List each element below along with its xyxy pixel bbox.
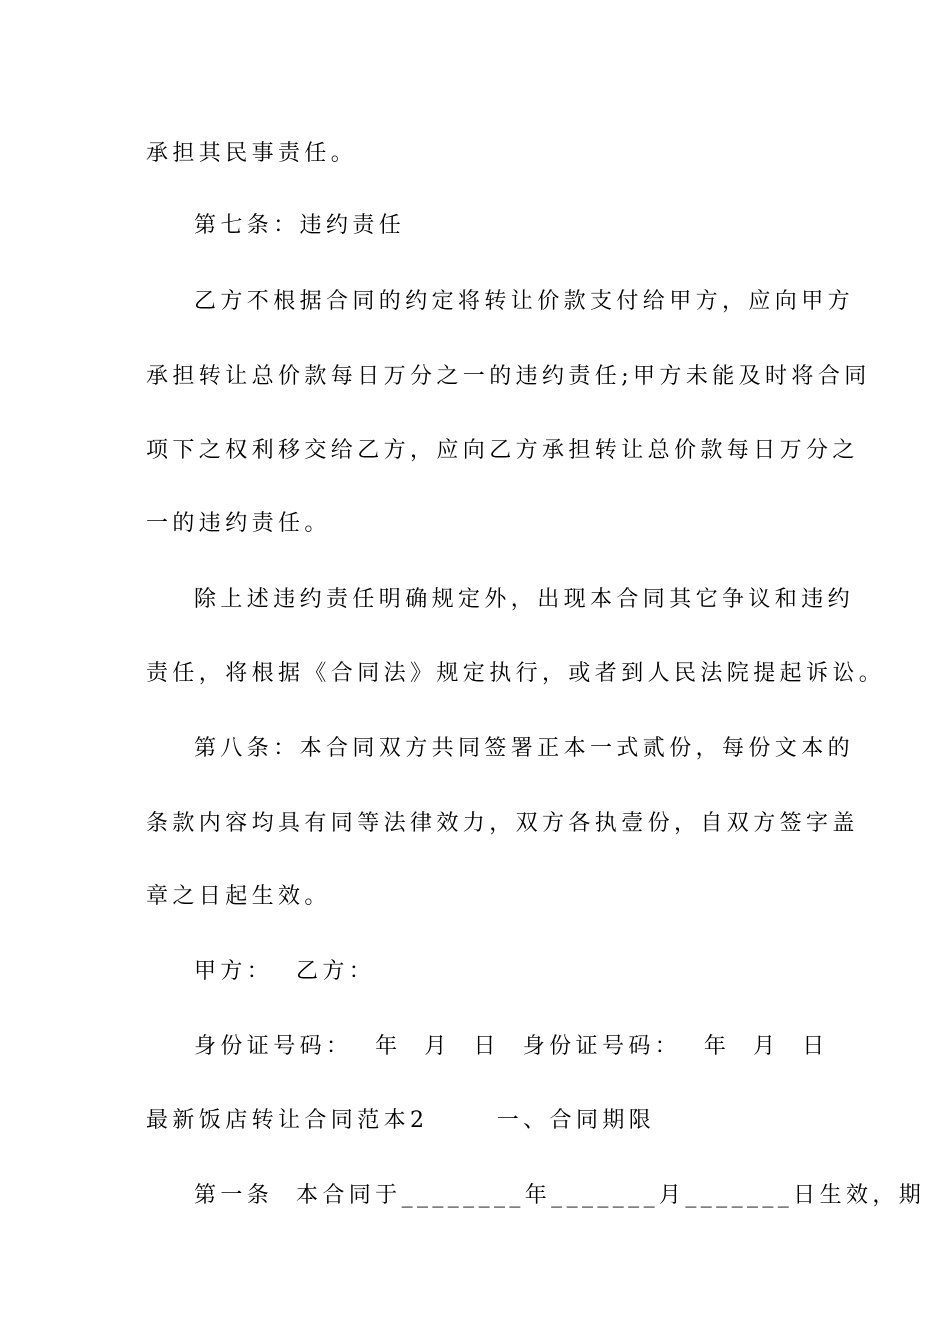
text-line: 乙方不根据合同的约定将转让价款支付给甲方，应向甲方 (194, 289, 855, 314)
text-line: 一的违约责任。 (146, 511, 331, 536)
section-heading: 第七条：违约责任 (194, 213, 406, 238)
signature-id-date: 身份证号码： 年 月 日 身份证号码： 年 月 日 (194, 1034, 829, 1059)
text-line: 第一条 本合同于________年_______月_______日生效，期 (194, 1183, 926, 1208)
text-line: 章之日起生效。 (146, 884, 331, 909)
text-line: 责任，将根据《合同法》规定执行，或者到人民法院提起诉讼。 (146, 661, 886, 686)
text-line: 承担转让总价款每日万分之一的违约责任;甲方未能及时将合同 (146, 364, 871, 389)
document-title: 最新饭店转让合同范本2 一、合同期限 (146, 1108, 656, 1133)
text-line: 除上述违约责任明确规定外，出现本合同其它争议和违约 (194, 587, 855, 612)
text-line: 条款内容均具有同等法律效力，双方各执壹份，自双方签字盖 (146, 811, 859, 836)
text-line: 第八条：本合同双方共同签署正本一式贰份，每份文本的 (194, 736, 855, 761)
text-line: 项下之权利移交给乙方，应向乙方承担转让总价款每日万分之 (146, 438, 859, 463)
signature-parties: 甲方： 乙方： (194, 959, 376, 984)
text-line: 承担其民事责任。 (146, 141, 358, 166)
